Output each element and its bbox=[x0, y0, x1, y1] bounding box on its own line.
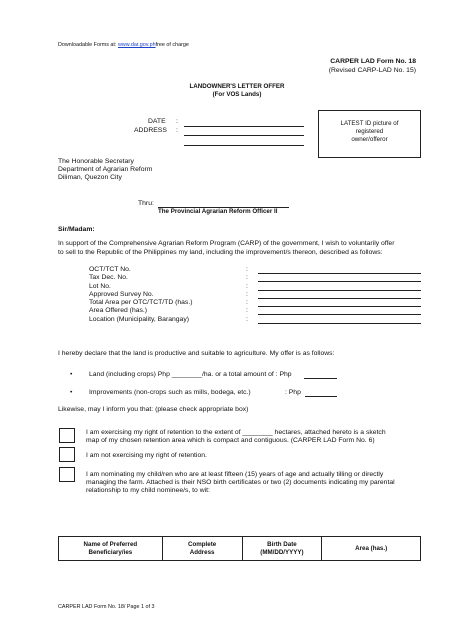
land-detail-label: Tax Dec. No. bbox=[89, 274, 128, 282]
land-detail-colon: : bbox=[246, 307, 248, 315]
no-retention-option-text: I am not exercising my right of retention. bbox=[86, 452, 207, 459]
date-colon: : bbox=[176, 118, 178, 125]
offer-improvements-text: Improvements (non-crops such as mills, bodega, etc.) bbox=[89, 389, 251, 396]
land-detail-label: Lot No. bbox=[89, 282, 111, 290]
land-detail-row bbox=[89, 299, 421, 307]
thru-label: Thru: bbox=[138, 200, 154, 207]
downloadable-forms-note bbox=[58, 42, 189, 49]
nominate-option-line1: I am nominating my child/ren who are at least fifteen (15) years of age and actually tilling or directly bbox=[86, 471, 384, 478]
id-picture-line3: owner/offeror bbox=[351, 136, 388, 143]
table-header-row bbox=[59, 537, 421, 561]
letter-subtitle: (For VOS Lands) bbox=[212, 91, 262, 98]
table-header-address bbox=[162, 537, 242, 561]
retention-option-line2: map of my chosen retention area which is compact and contiguous. (CARPER LAD Form No. 6) bbox=[86, 437, 375, 444]
land-detail-colon: : bbox=[246, 315, 248, 323]
land-detail-row bbox=[89, 283, 421, 291]
land-detail-colon: : bbox=[246, 266, 248, 273]
addressee-location: Diliman, Quezon City bbox=[58, 174, 122, 181]
intro-line1: In support of the Comprehensive Agrarian Reform Program (CARP) of the government, I wish to voluntarily offer bbox=[58, 240, 395, 247]
land-detail-field[interactable] bbox=[258, 323, 421, 324]
id-picture-box[interactable] bbox=[318, 110, 421, 158]
header-line: Beneficiary/ies bbox=[88, 548, 133, 556]
land-detail-row bbox=[89, 307, 421, 315]
form-number: CARPER LAD Form No. 18 bbox=[330, 58, 416, 65]
nominate-option-line2: managing the farm. Attached is their NSO birth certificates or two (2) documents indicating my parental bbox=[86, 479, 395, 486]
provincial-officer: The Provincial Agrarian Reform Officer II bbox=[158, 208, 278, 215]
land-detail-label: Approved Survey No. bbox=[89, 290, 154, 298]
land-detail-colon: : bbox=[246, 290, 248, 298]
table-header-area bbox=[322, 537, 421, 561]
header-line: (MM/DD/YYYY) bbox=[260, 548, 304, 556]
land-detail-label: Location (Municipality, Barangay) bbox=[89, 315, 189, 323]
downloadable-prefix: Downloadable Forms at: bbox=[58, 42, 117, 48]
bullet-icon: • bbox=[70, 371, 73, 378]
addressee-department: Department of Agrarian Reform bbox=[58, 166, 153, 173]
retention-checkbox[interactable] bbox=[59, 428, 75, 443]
land-detail-colon: : bbox=[246, 274, 248, 282]
likewise-text: Likewise, may I inform you that: (please check appropriate box) bbox=[58, 406, 249, 413]
land-detail-label: OCT/TCT No. bbox=[89, 266, 131, 273]
offer-land-amount-field[interactable] bbox=[304, 378, 337, 379]
land-detail-row bbox=[89, 316, 421, 324]
offer-land-text: Land (including crops) Php ________/ha. or a total amount of : Php bbox=[89, 371, 292, 378]
retention-option-line1: I am exercising my right of retention to the extent of ________ hectares, attached hereto is a sketch bbox=[86, 429, 386, 436]
date-field[interactable] bbox=[184, 126, 304, 127]
address-field-line2[interactable] bbox=[184, 145, 304, 146]
form-revised: (Revised CARP-LAD No. 15) bbox=[328, 67, 416, 74]
id-picture-line2: registered bbox=[355, 128, 384, 135]
letter-title: LANDOWNER'S LETTER OFFER bbox=[189, 83, 285, 90]
date-label: DATE bbox=[148, 118, 166, 125]
land-detail-row bbox=[89, 266, 421, 274]
header-line: Area (has.) bbox=[355, 544, 388, 552]
addressee-title: The Honorable Secretary bbox=[58, 158, 134, 165]
dar-website-link[interactable]: www.dar.gov.ph bbox=[117, 42, 156, 48]
table-header-birthdate bbox=[242, 537, 322, 561]
page-footer: CARPER LAD Form No. 18/ Page 1 of 3 bbox=[58, 604, 155, 610]
land-detail-label: Total Area per OTC/TCT/TD (has.) bbox=[89, 299, 193, 307]
nominate-child-checkbox[interactable] bbox=[59, 467, 75, 482]
offer-improvements-php: : Php bbox=[285, 389, 301, 396]
header-line: Complete bbox=[188, 540, 217, 548]
offer-improvements-amount-field[interactable] bbox=[305, 396, 337, 397]
id-picture-line1: LATEST ID picture of bbox=[340, 120, 399, 127]
beneficiary-table bbox=[58, 536, 421, 561]
land-detail-colon: : bbox=[246, 282, 248, 290]
address-colon: : bbox=[176, 127, 178, 134]
land-detail-label: Area Offered (has.) bbox=[89, 307, 148, 315]
land-detail-row bbox=[89, 274, 421, 282]
declaration-text: I hereby declare that the land is productive and suitable to agriculture. My offer is as follows: bbox=[58, 350, 335, 357]
bullet-icon: • bbox=[70, 389, 73, 396]
table-header-name bbox=[59, 537, 163, 561]
intro-line2: to sell to the Republic of the Philippines my land, including the improvement/s thereon, described as follows: bbox=[58, 249, 383, 256]
land-details-list bbox=[89, 266, 421, 324]
salutation: Sir/Madam: bbox=[58, 226, 95, 233]
no-retention-checkbox[interactable] bbox=[59, 447, 75, 462]
address-field-line1[interactable] bbox=[184, 135, 304, 136]
header-line: Address bbox=[189, 548, 215, 556]
address-label: ADDRESS bbox=[134, 127, 167, 134]
land-detail-row bbox=[89, 291, 421, 299]
downloadable-suffix: free of charge bbox=[155, 42, 189, 48]
header-line: Birth Date bbox=[267, 540, 297, 548]
land-detail-colon: : bbox=[246, 299, 248, 307]
nominate-option-line3: relationship to my child nominee/s, to wit: bbox=[86, 487, 210, 494]
header-line: Name of Preferred bbox=[83, 540, 138, 548]
